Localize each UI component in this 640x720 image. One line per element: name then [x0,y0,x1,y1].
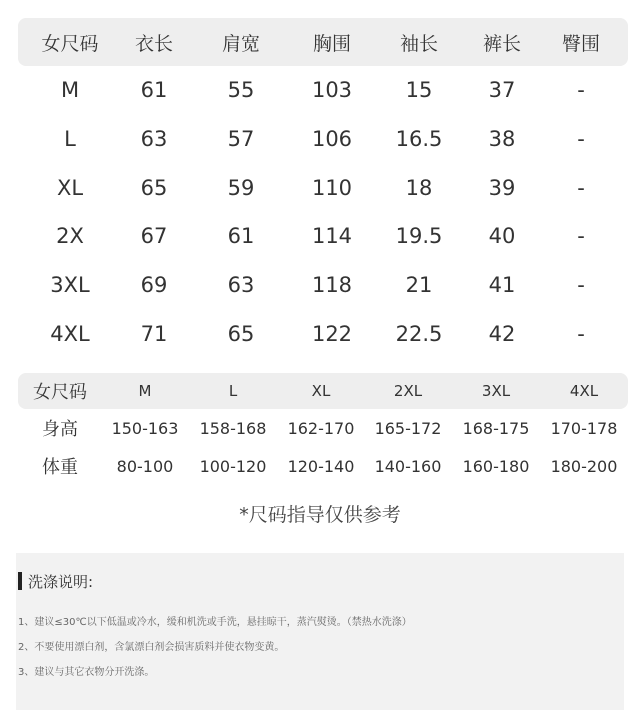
table-cell: 身高 [42,419,78,440]
washing-instructions [16,553,624,710]
header-sleeve: 袖长 [399,32,438,55]
table-cell: L [64,127,76,152]
table-cell: 2X [56,224,84,249]
table-row [18,447,628,485]
table-cell: 21 [405,273,433,298]
table-cell: 55 [227,78,255,103]
table-cell: - [577,321,585,346]
table-cell: 41 [488,273,516,298]
table-cell: 67 [140,224,168,249]
table-cell: 65 [140,175,168,200]
table-row [18,66,628,115]
table-cell: 15 [405,78,433,103]
header-shoulder: 肩宽 [221,32,260,55]
table-cell: 168-175 [462,418,530,438]
size-fit-table [18,373,628,485]
table-cell: 118 [311,273,353,298]
table-cell: 19.5 [395,224,443,249]
header-size: 女尺码 [41,32,99,55]
fit-table-header [18,373,628,409]
table-cell: XL [56,175,84,200]
table-cell: 170-178 [550,418,618,438]
table-row [18,115,628,164]
table-cell: 39 [488,175,516,200]
table-row [18,309,628,358]
table-cell: 18 [405,175,433,200]
header-l: L [228,382,238,400]
table-row [18,409,628,447]
table-cell: 158-168 [199,418,267,438]
table-cell: 22.5 [395,321,443,346]
header-size: 女尺码 [33,382,87,403]
wash-title: 洗涤说明: [28,572,94,591]
table-cell: 100-120 [199,456,267,476]
table-cell: 42 [488,321,516,346]
table-cell: 体重 [42,457,78,478]
table-cell: 61 [227,224,255,249]
table-cell: 103 [311,78,353,103]
table-cell: 106 [311,127,353,152]
wash-item-3: 3、建议与其它衣物分开洗涤。 [18,667,155,678]
table-cell: 180-200 [550,456,618,476]
header-hip: 臀围 [561,32,600,55]
table-cell: 37 [488,78,516,103]
table-cell: 4XL [50,321,90,346]
table-cell: - [577,175,585,200]
table-cell: - [577,273,585,298]
table-cell: 80-100 [116,456,174,476]
table-cell: 160-180 [462,456,530,476]
header-chest: 胸围 [312,32,351,55]
header-m: M [138,382,152,400]
wash-title-row [18,571,93,591]
measure-table-header [18,18,628,66]
table-row [18,261,628,310]
table-cell: 150-163 [111,418,179,438]
header-length: 衣长 [134,32,173,55]
table-cell: 110 [311,175,353,200]
table-cell: M [60,78,80,103]
table-cell: 114 [311,224,353,249]
table-cell: 16.5 [395,127,443,152]
table-cell: 69 [140,273,168,298]
table-row [18,163,628,212]
header-3xl: 3XL [481,382,511,400]
wash-item-2: 2、不要使用漂白剂，含氯漂白剂会损害质料并使衣物变黄。 [18,642,285,653]
table-cell: 3XL [50,273,90,298]
table-cell: - [577,78,585,103]
header-pants: 裤长 [482,32,521,55]
table-cell: - [577,127,585,152]
title-accent-bar [18,572,22,590]
header-2xl: 2XL [393,382,423,400]
size-note: *尺码指导仅供参考 [239,504,401,526]
table-cell: 65 [227,321,255,346]
header-4xl: 4XL [569,382,599,400]
table-row [18,212,628,261]
table-cell: 165-172 [374,418,442,438]
table-cell: 140-160 [374,456,442,476]
size-measure-table [18,18,628,358]
table-cell: 122 [311,321,353,346]
table-cell: 162-170 [287,418,355,438]
table-cell: 63 [140,127,168,152]
table-cell: 71 [140,321,168,346]
table-cell: 120-140 [287,456,355,476]
table-cell: 38 [488,127,516,152]
table-cell: - [577,224,585,249]
table-cell: 57 [227,127,255,152]
measure-table-body [18,66,628,358]
table-cell: 63 [227,273,255,298]
table-cell: 61 [140,78,168,103]
table-cell: 59 [227,175,255,200]
header-xl: XL [311,382,331,400]
wash-item-1: 1、建议≤30℃以下低温或冷水，缓和机洗或手洗，悬挂晾干，蒸汽熨烫。（禁热水洗涤） [18,617,412,628]
fit-table-body [18,409,628,485]
table-cell: 40 [488,224,516,249]
